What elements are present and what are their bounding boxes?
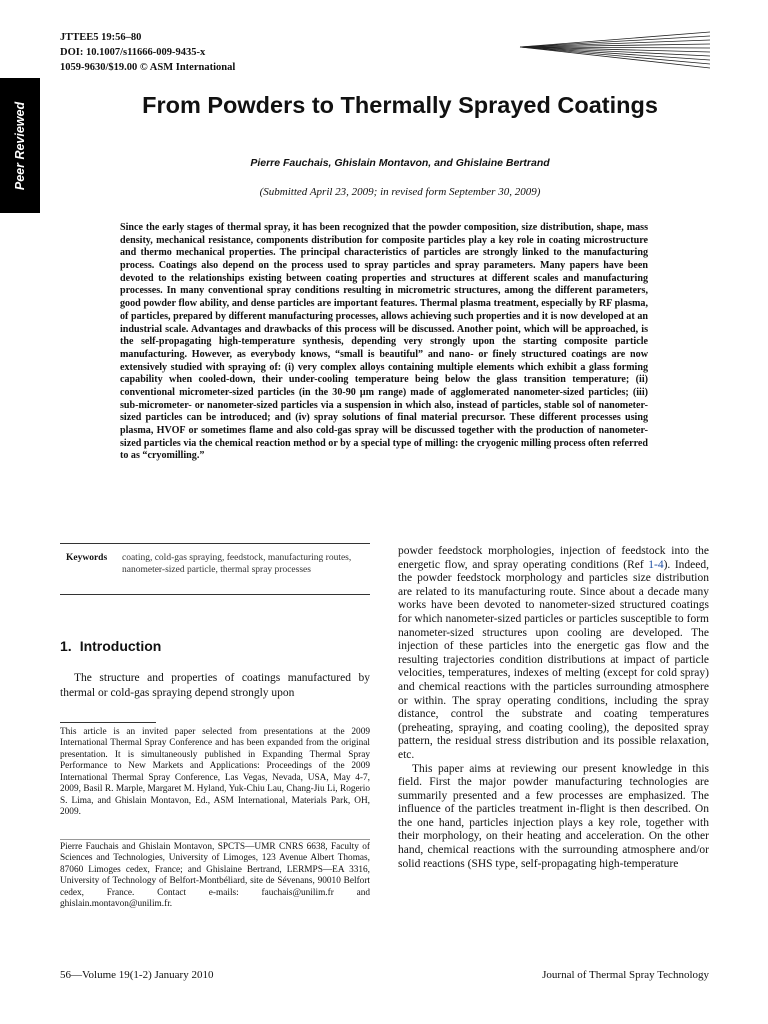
journal-code: JTTEE5 19:56–80 xyxy=(60,32,142,43)
article-title: From Powders to Thermally Sprayed Coatings xyxy=(142,92,658,118)
footnote-rule xyxy=(60,722,156,723)
issn-price: 1059-9630/$19.00 © ASM International xyxy=(60,62,236,73)
keywords-list: coating, cold-gas spraying, feedstock, manufacturing routes, nanometer-sized particle, thermal spray processes xyxy=(122,553,352,575)
peer-reviewed-label: Peer Reviewed xyxy=(13,101,27,191)
footer-journal-name: Journal of Thermal Spray Technology xyxy=(542,969,709,981)
section-number: 1. xyxy=(60,638,72,654)
keywords-box xyxy=(60,543,370,595)
author-affiliations-footnote: Pierre Fauchais and Ghislain Montavon, SPCTS—UMR CNRS 6638, Faculty of Sciences and Technologies, University of Limoges, 123 Avenue Albert Thomas, 87060 Limoges cedex, France; and Ghislaine Bertrand, LERMPS—EA 3316, University of Technology of Belfort-Montbéliard, site de Sévenans, 90010 Belfort cedex, France. Contact e-mails: fauchais@unilim.fr and ghislain.montavon@unilim.fr. xyxy=(60,842,370,910)
keywords-label: Keywords xyxy=(66,553,108,563)
footer-volume: 56—Volume 19(1-2) January 2010 xyxy=(60,969,214,981)
page-footer xyxy=(60,969,709,981)
journal-logo-graphic xyxy=(490,28,712,74)
body-paragraph: This paper aims at reviewing our present knowledge in this field. First the major powder manufacturing technologies are summarily presented and a few processes are emphasized. The influence of the particles treatment in-flight is then described. On the one hand, particles injection plays a key role, together with their morphology, on their heating and acceleration. On the other hand, chemical reactions with the surrounding atmosphere and/or solid reactions (SHS type, self-propagating high-temperature xyxy=(398,762,709,870)
doi: DOI: 10.1007/s11666-009-9435-x xyxy=(60,47,206,58)
reference-link[interactable]: 1-4 xyxy=(648,558,664,571)
authors: Pierre Fauchais, Ghislain Montavon, and Ghislaine Bertrand xyxy=(250,157,550,169)
intro-paragraph: The structure and properties of coatings manufactured by thermal or cold-gas spraying depend strongly upon xyxy=(60,672,370,699)
invited-paper-footnote: This article is an invited paper selected from presentations at the 2009 International Thermal Spray Conference and has been expanded from the original presentation. It is simultaneously published in Expanding Thermal Spray Performance to New Markets and Applications: Proceedings of the 2009 International Thermal Spray Conference, Las Vegas, Nevada, USA, May 4-7, 2009, Basil R. Marple, Margaret M. Hyland, Yuk-Chiu Lau, Chang-Jiu Li, Rogerio S. Lima, and Ghislain Montavon, Ed., ASM International, Materials Park, OH, 2009. xyxy=(60,727,370,818)
journal-meta xyxy=(60,30,235,75)
section-heading-introduction xyxy=(60,638,161,654)
peer-reviewed-sidebar xyxy=(0,78,40,213)
footnote-divider xyxy=(60,839,370,840)
body-paragraph: powder feedstock morphologies, injection of feedstock into the energetic flow, and spray operating conditions (Ref 1-4). Indeed, the powder feedstock morphology and particles size distribution are related to its manufacturing route. Since about a decade many works have been devoted to nanometer-sized structured coatings for which nanometer-sized particles or particles susceptible to form nanometer-sized structures upon cooling are developed. The injection of these particles into the energetic gas flow and the resulting trajectories condition distributions at impact of particle velocities, temperatures, indexes of melting (except for cold spray) and chemical reactions with the particles surrounding atmosphere or within. The spray operating conditions, including the spray distance, control the substrate and coating temperatures (preheating, spraying, and coating cooling), the deposited spray pattern, the residual stress distribution and its possible relaxation, etc. xyxy=(398,545,709,761)
abstract: Since the early stages of thermal spray, it has been recognized that the powder composition, size distribution, shape, mass density, mechanical resistance, components distribution for composite particles play a key role in coating microstructure and thermo mechanical properties. The principal characteristics of particles are strongly linked to the manufacturing process. Coatings also depend on the process used to spray particles and spray parameters. Many papers have been devoted to the relationships existing between coating properties and structures at different scales and manufacturing processes. In many conventional spray conditions resulting in micrometric structures, among the different parameters, good powder flow ability, and dense particles are important features. Thermal plasma treatment, especially by RF plasma, of particles, prepared by different manufacturing processes, allows achieving such properties and it is now developed at an industrial scale. Advantages and drawbacks of this process will be discussed. Another point, which will be approached, is the self-propagating high-temperature synthesis, depending very strongly upon the starting composite particle manufacturing. However, as everybody knows, “small is beautiful” and nano- or finely structured coatings are now extensively studied with spraying of: (i) very complex alloys containing multiple elements which exhibit a glass forming capability when cooled-down, their under-cooling temperature being below the glass transition temperature; (ii) conventional micrometer-sized particles (in the 30-90 μm range) made of agglomerated nanometer-sized particles; (iii) sub-micrometer- or nanometer-sized particles via a suspension in which also, instead of particles, stable sol of nanometer-sized particles can be introduced; and (iv) spray solutions of final material precursor. These different processes using plasma, HVOF or sometimes flame and also cold-gas spray will be discussed together with the production of nanometer-sized particles via the chemical reaction method or by a special type of milling: the cryogenic milling process often referred to as “cryomilling.” xyxy=(120,222,648,462)
submission-dates: (Submitted April 23, 2009; in revised form September 30, 2009) xyxy=(259,186,541,198)
right-column-text xyxy=(398,545,709,871)
section-title: Introduction xyxy=(79,638,162,654)
